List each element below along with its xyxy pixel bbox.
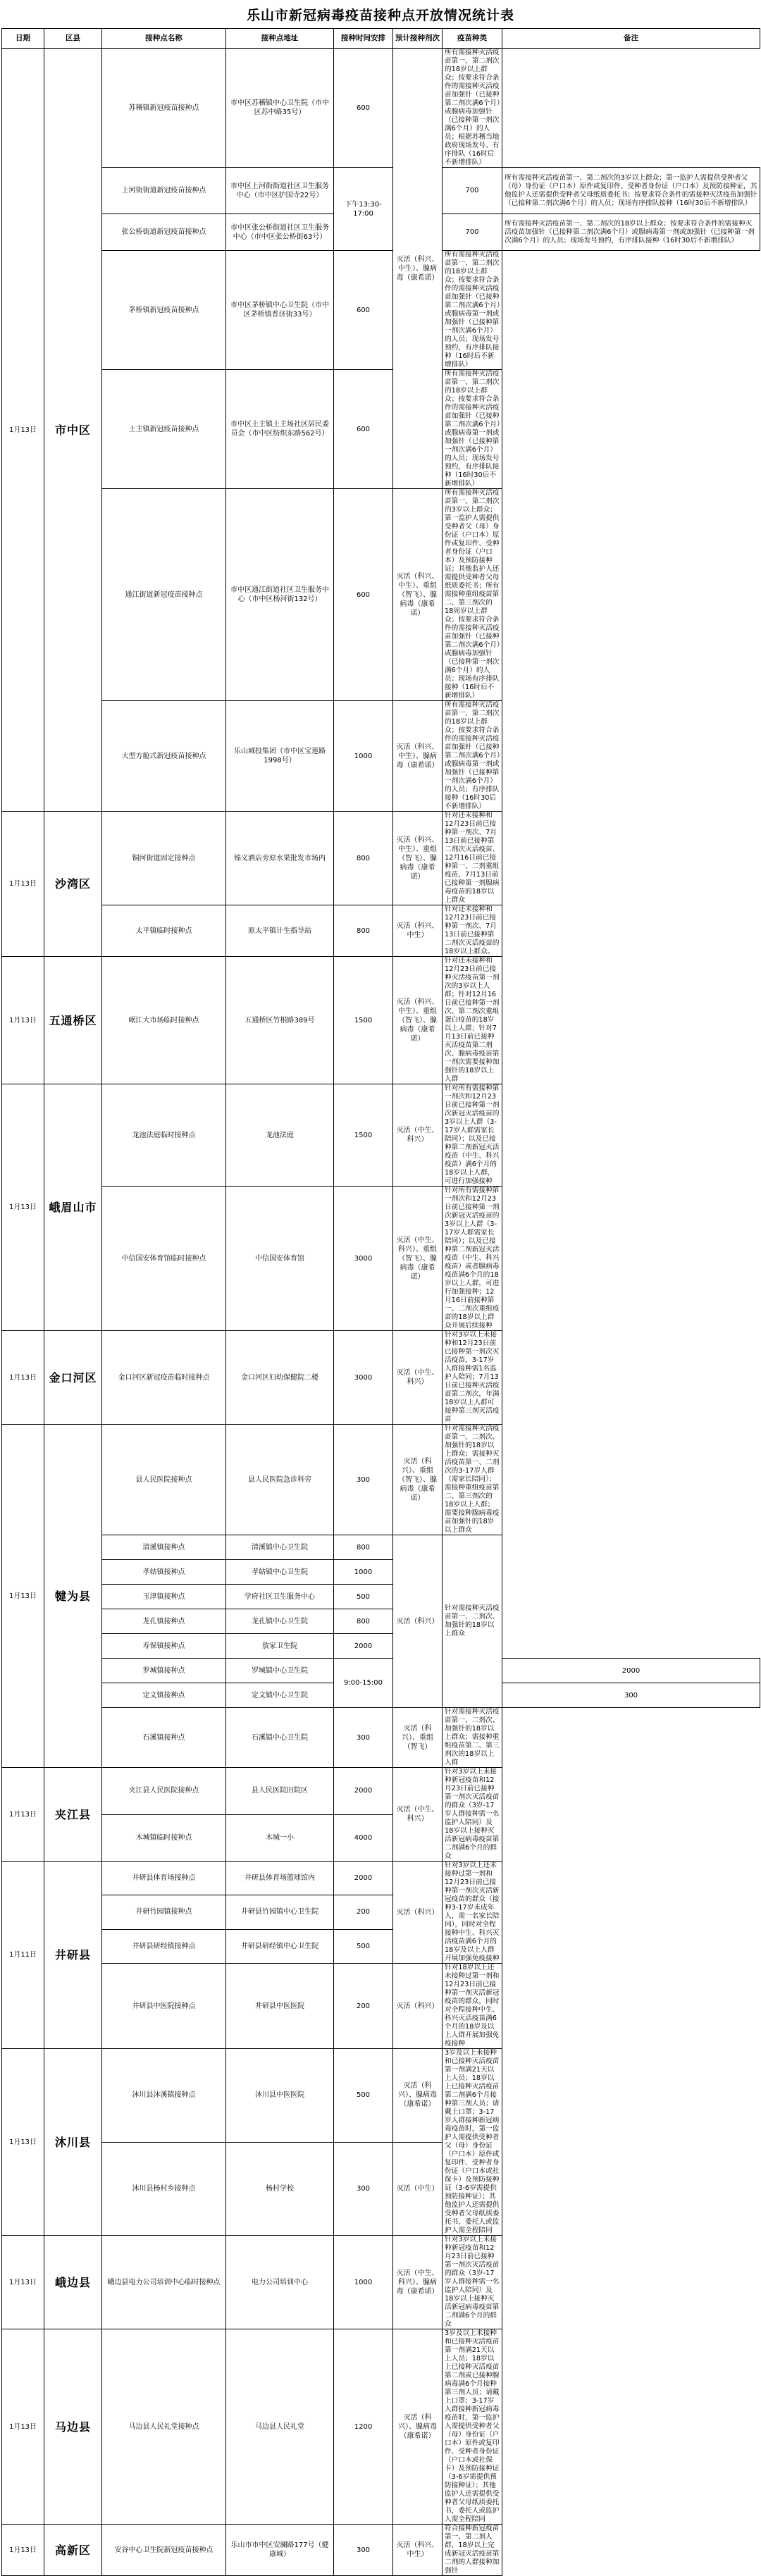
cell-site-name: 张公桥街道新冠疫苗接种点 [102,214,226,251]
cell-site-address: 县人民医院旧院区 [226,1768,334,1815]
cell-remarks: 所有需接种灭活疫苗第一、第二剂次的3岁以上群众；第一监护人需提供受种者父（母）身份证（户口本）原件或复印件、受种者身份证（户口本）及预防接种证，其他监护人还需提供受种者父母纸质委托书；按要求符合条件的需接种灭活疫苗加强针（已接种第二剂次满6个月）的人员；现场有序排队接种（16时30后不新增排队） [502,168,760,214]
cell-date: 1月13日 [2,957,44,1084]
cell-site-address: 市中区张公桥街道社区卫生服务中心（市中区张公桥街63号） [226,214,334,251]
cell-doses: 800 [334,1535,393,1560]
cell-date: 1月13日 [2,2236,44,2329]
cell-site-address: 杨村学校 [226,2142,334,2236]
table-row [2,2142,760,2236]
table-row [2,1895,760,1929]
cell-remarks: 符合接种新冠疫苗第一、第二剂人群，18岁以上完成新冠灭活疫苗第二剂的人群接种加强针 [443,2525,502,2576]
cell-remarks: 所有需接种灭活疫苗第一、第二剂次的18岁以上群众；按要求符合条件的需接种灭活疫苗加强针（已接种第二剂次满6个月）或腺病毒第一剂或加强针（已接种第一剂次满6个月）的人员；现场发号预约，有序排队接种（16时30后不新增排队） [502,214,760,251]
cell-remarks: 所有需接种灭活疫苗第一、第二剂次的18岁以上群众；按要求符合条件的需接种灭活疫苗加强针（已接种第二剂次满6个月）或腺病毒加强针（已接种第一剂次满6个月）的人员；根据苏稽当地政府现场发号、有序排队（16时后不新增排队） [443,49,502,168]
cell-doses: 800 [334,812,393,905]
cell-site-name: 岷江大市场临时接种点 [102,957,226,1084]
cell-site-name: 马边县人民礼堂接种点 [102,2329,226,2525]
table-row [2,1331,760,1425]
cell-site-name: 上河街街道新冠疫苗接种点 [102,168,226,214]
table-row [2,1187,760,1331]
cell-district: 沙湾区 [44,812,102,957]
table-row [2,1634,760,1659]
cell-site-name: 铜河街道固定接种点 [102,812,226,905]
cell-remarks: 针对还未接种和12月23日前已接种灭活疫苗第一剂次的3岁以上人群；针对12月16日前已接种第一剂次、第二剂次重组蛋白疫苗的18岁以上人群；针对7月13日前已接种灭活疫苗第二剂次、腺病毒疫苗第一剂次需要接种加强针的18岁以上人群 [443,957,502,1084]
cell-site-name: 井研竹园镇接种点 [102,1895,226,1929]
cell-vaccine-type: 灭活（科兴） [393,1964,443,2049]
cell-date: 1月13日 [2,1768,44,1862]
cell-site-name: 井研县体育场接种点 [102,1862,226,1895]
cell-doses: 600 [334,489,393,701]
cell-remarks: 所有需接种灭活疫苗第一、第二剂次的18岁以上群众；按要求符合条件的需接种灭活疫苗加强针（已接种第二剂次满6个月）或腺病毒第一剂或加强针（已接种第一剂次满6个月）的人员；现场发号预约，有序排队接种（16时后不新增排队） [443,251,502,370]
cell-site-name: 太平镇临时接种点 [102,905,226,957]
cell-district: 峨边县 [44,2236,102,2329]
table-row [2,905,760,957]
cell-remarks: 针对需接种灭活疫苗第一、二剂次、加强针的18岁以上群众；需接种灭活疫苗第一、二剂次的3-17岁人群（需家长陪同）；需接种重组疫苗第二、第三剂次的18岁以上人群；需要接种腺病毒疫苗加强针的18岁以上群众 [443,1425,502,1535]
table-row [2,1560,760,1585]
cell-site-address: 马边县人民礼堂 [226,2329,334,2525]
cell-vaccine-type: 灭活（中生、科兴）、腺病毒（康希诺） [393,2236,443,2329]
table-row [2,168,760,214]
cell-site-name: 安谷中心卫生院新冠疫苗接种点 [102,2525,226,2576]
cell-doses: 600 [334,251,393,370]
cell-site-address: 清溪镇中心卫生院 [226,1535,334,1560]
cell-doses: 500 [334,2049,393,2143]
table-row [2,1585,760,1609]
table-row [2,1659,760,1683]
cell-vaccine-type: 灭活（科兴） [393,1535,443,1708]
table-row [2,2236,760,2329]
cell-site-name: 峨边县电力公司培训中心临时接种点 [102,2236,226,2329]
page-title: 乐山市新冠病毒疫苗接种点开放情况统计表 [246,8,514,23]
cell-doses: 300 [334,1708,393,1768]
cell-remarks: 针对3岁以上未接种和12月23日前已接种第一剂次灭活疫苗，3-17岁人群接种需1名监护人陪同；7月13日前已接种灭活疫苗第二剂次，年满18岁以上人群可接种第三剂灭活疫苗 [443,1331,502,1425]
cell-remarks: 针对3岁以上还未接种过第一剂和12月23日前已接种第一剂次灭活新冠疫苗的群众（接种3-17岁未成年人，需一名家长陪同），同时对全程接种中生、科兴灭活疫苗满6个月的18岁及以上人群开展加强免疫接种 [443,1862,502,1964]
cell-remarks: 针对需接种灭活疫苗第一、二剂次、加强针的18岁以上群众；需接种重组疫苗第二、第三剂次的18岁以上人群 [443,1708,502,1768]
cell-remarks: 针对3岁以上未接种新冠疫苗和12月23日前已接种第一剂次灭活疫苗的群众（3岁-17岁人群接种需一名监护人陪同）及18岁以上接种灭活新冠病毒疫苗第二剂满6个月的群众 [443,1768,502,1862]
cell-site-name: 木城镇临时接种点 [102,1814,226,1862]
cell-doses: 300 [334,2142,393,2236]
cell-site-address: 锦义酒店旁原水果批发市场内 [226,812,334,905]
cell-doses: 2000 [502,1659,760,1683]
cell-vaccine-type: 灭活（科兴）、重组（智飞）、腺病毒（康希诺） [393,1425,443,1535]
table-row [2,2525,760,2576]
table-row [2,1768,760,1815]
cell-district: 犍为县 [44,1425,102,1768]
cell-district: 五通桥区 [44,957,102,1084]
table-row [2,1964,760,2049]
cell-site-name: 通江街道新冠疫苗接种点 [102,489,226,701]
cell-site-address: 五通桥区竹根路389号 [226,957,334,1084]
cell-site-address: 龙池法庭 [226,1084,334,1187]
cell-date: 1月13日 [2,812,44,957]
cell-remarks: 针对需接种灭活疫苗第一、二剂次、加强针的18岁以上群众 [443,1535,502,1708]
cell-date: 1月11日 [2,1862,44,2049]
cell-site-address: 木城一小 [226,1814,334,1862]
cell-vaccine-type: 灭活（科兴、中生）、腺病毒（康希诺） [393,49,443,489]
cell-site-address: 学府社区卫生服务中心 [226,1585,334,1609]
cell-site-name: 龙池法庭临时接种点 [102,1084,226,1187]
cell-site-address: 市中区上河街街道社区卫生服务中心（市中区护国寺22号） [226,168,334,214]
cell-time: 下午13:30-17:00 [334,168,393,251]
cell-site-name: 井研县研经镇接种点 [102,1929,226,1963]
cell-doses: 2000 [334,1768,393,1815]
cell-date: 1月13日 [2,2329,44,2525]
cell-doses: 300 [502,1683,760,1708]
cell-district: 井研县 [44,1862,102,2049]
cell-date: 1月13日 [2,2049,44,2236]
cell-doses: 500 [334,1929,393,1963]
cell-date: 1月13日 [2,49,44,812]
header-time: 接种时间安排 [334,29,393,49]
table-row [2,1425,760,1535]
table-row [2,701,760,812]
header-site-name: 接种点名称 [102,29,226,49]
cell-remarks: 所有需接种灭活疫苗第一、第二剂次的3岁以上群众；第一监护人需提供受种者父（母）身份证（户口本）原件或复印件、受种者身份证（户口本）及预防接种证；其他监护人还需提供受种者父母纸质委托书；所有需接种重组疫苗第二、第三剂次的18周岁以上群众；按要求符合条件的需接种灭活疫苗加强针（已接种第二剂次满6个月）或腺病毒加强针（已接种第一剂次满6个月）的人员；现场有序排队接种（16时后不新增排队） [443,489,502,701]
cell-doses: 500 [334,1585,393,1609]
cell-site-address: 井研县中医医院 [226,1964,334,2049]
cell-doses: 1500 [334,1084,393,1187]
cell-remarks: 针对还未接种和12月23日前已接种第一剂次、7月13日前已接种第二剂次灭活疫苗的18岁以上群众。 [443,905,502,957]
cell-doses: 4000 [334,1814,393,1862]
cell-doses: 2000 [334,1634,393,1659]
cell-site-name: 井研县中医院接种点 [102,1964,226,2049]
table-row [2,2049,760,2143]
cell-site-address: 沐川县中医医院 [226,2049,334,2143]
cell-date: 1月13日 [2,2525,44,2576]
cell-vaccine-type: 灭活（科兴、中生）、腺病毒（康希诺） [393,701,443,812]
cell-remarks: 3岁及以上未接种和已接种灭活疫苗第一剂满21天以上人员；18岁以上已接种灭活疫苗第二剂满6个月接种第三剂人员；请戴上口罩；3-17岁人群接种新冠病毒疫苗时，第一监护人需提供受种者父（母）身份证（户口本）原件或复印件、受种者身份证（户口本或社保卡）及预防接种证（3-6岁需提供预防接种证）；其他监护人还需提供受种者父母纸质委托书，委托人或监护人需全程陪同 [443,2049,502,2236]
cell-doses: 1200 [334,2329,393,2525]
cell-vaccine-type: 灭活（科兴、中生）、重组（智飞）、腺病毒（康希诺） [393,812,443,905]
header-date: 日期 [2,29,44,49]
cell-vaccine-type: 灭活（中生、科兴） [393,1084,443,1187]
cell-site-name: 茅桥镇新冠疫苗接种点 [102,251,226,370]
cell-vaccine-type: 灭活（科兴）、腺病毒（康希诺） [393,2329,443,2525]
cell-doses: 3000 [334,1187,393,1331]
cell-site-name: 土主镇新冠疫苗接种点 [102,370,226,489]
header-site-address: 接种点地址 [226,29,334,49]
cell-site-address: 金口河区妇幼保健院二楼 [226,1331,334,1425]
cell-site-address: 市中区土主镇土主场社区居民委员会（市中区纺织东路562号） [226,370,334,489]
cell-doses: 300 [334,1425,393,1535]
cell-vaccine-type: 灭活（科兴） [393,1862,443,1964]
table-row [2,1535,760,1560]
cell-site-name: 大型方舱式新冠疫苗接种点 [102,701,226,812]
cell-site-address: 井研县竹园镇中心卫生院 [226,1895,334,1929]
cell-district: 峨眉山市 [44,1084,102,1331]
cell-site-address: 孝姑镇中心卫生院 [226,1560,334,1585]
table-row [2,1814,760,1862]
cell-district: 金口河区 [44,1331,102,1425]
cell-remarks: 针对还未接种和12月23日前已接种第一剂次、7月13日前已接种第二剂次灭活疫苗、12月16日前已接种第一、二剂重组疫苗，7月13日前已接种第一剂腺病毒疫苗的18岁以上群众 [443,812,502,905]
cell-date: 1月13日 [2,1425,44,1768]
cell-time: 9:00-15:00 [334,1659,393,1708]
cell-site-address: 电力公司培训中心 [226,2236,334,2329]
cell-site-name: 定文镇接种点 [102,1683,226,1708]
cell-site-name: 县人民医院接种点 [102,1425,226,1535]
header-remarks: 备注 [502,29,760,49]
cell-doses: 2000 [334,1862,393,1895]
cell-doses: 700 [443,214,502,251]
cell-remarks: 所有需接种灭活疫苗第一、第二剂次的18岁以上群众；按要求符合条件的需接种灭活疫苗加强针（已接种第二剂次满6个月）或腺病毒第一剂或加强针（已接种第一剂次满6个月）的人员；现场发号预约，有序排队接种（16时30后不新增排队） [443,370,502,489]
cell-site-name: 沐川县沐溪镇接种点 [102,2049,226,2143]
cell-site-address: 市中区茅桥镇中心卫生院（市中区茅桥镇普济街33号） [226,251,334,370]
cell-vaccine-type: 灭活（中生、科兴） [393,1768,443,1862]
cell-site-name: 石溪镇接种点 [102,1708,226,1768]
cell-site-address: 市中区通江街道社区卫生服务中心（市中区杨河街132号） [226,489,334,701]
cell-remarks: 3岁及以上未接种和已接种灭活疫苗第一剂满21天以上人员；18岁以上已接种灭活疫苗第二剂或已接种腺病毒满6个月接种第三剂人员；请戴上口罩；3-17岁人群接种新冠病毒疫苗时，第一监护人需提供受种者父（母）身份证（户口本）原件或复印件、受种者身份证（户口本或社保卡）及预防接种证（3-6岁需提供预防接种证）；其他监护人还需提供受种者父母纸质委托书，委托人或监护人需全程陪同 [443,2329,502,2525]
cell-site-name: 罗城镇接种点 [102,1659,226,1683]
cell-vaccine-type: 灭活（科兴、中生） [393,905,443,957]
cell-site-address: 原太平镇计生指导站 [226,905,334,957]
cell-vaccine-type: 灭活（中生） [393,2142,443,2236]
cell-district: 夹江县 [44,1768,102,1862]
cell-site-address: 井研县研经镇中心卫生院 [226,1929,334,1963]
cell-site-address: 龙孔镇中心卫生院 [226,1609,334,1634]
cell-site-name: 玉津镇接种点 [102,1585,226,1609]
cell-vaccine-type: 灭活（科兴、中生）、重组（智飞）、腺病毒（康希诺） [393,957,443,1084]
table-row [2,2329,760,2525]
cell-site-name: 龙孔镇接种点 [102,1609,226,1634]
cell-doses: 600 [334,370,393,489]
cell-doses: 1000 [334,2236,393,2329]
cell-doses: 1000 [334,1560,393,1585]
cell-district: 马边县 [44,2329,102,2525]
cell-date: 1月13日 [2,1331,44,1425]
header-district: 区县 [44,29,102,49]
cell-doses: 800 [334,905,393,957]
table-row [2,1929,760,1963]
cell-doses: 1000 [334,701,393,812]
table-row [2,49,760,168]
cell-doses: 3000 [334,1331,393,1425]
cell-vaccine-type: 灭活（中生、科兴）、重组（智飞）、腺病毒（康希诺） [393,1187,443,1331]
cell-site-address: 敖家卫生院 [226,1634,334,1659]
cell-site-name: 寿保镇接种点 [102,1634,226,1659]
cell-remarks: 针对3岁以上未接种新冠疫苗和12月23日前已接种第一剂次灭活疫苗的群众（3岁-17岁人群接种需一名监护人陪同）及18岁以上接种灭活新冠病毒疫苗第二剂满6个月的群众 [443,2236,502,2329]
cell-site-address: 市中区苏稽镇中心卫生院（市中区苏中路35号） [226,49,334,168]
vaccination-sites-table [1,28,760,2576]
table-row [2,1862,760,1895]
cell-district: 市中区 [44,49,102,812]
header-doses: 预计接种剂次 [393,29,443,49]
cell-site-name: 清溪镇接种点 [102,1535,226,1560]
cell-site-name: 金口河区新冠疫苗临时接种点 [102,1331,226,1425]
cell-site-address: 县人民医院急诊科旁 [226,1425,334,1535]
table-header-row [2,29,760,49]
cell-vaccine-type: 灭活（科兴）、重组（智飞） [393,1708,443,1768]
table-row [2,812,760,905]
cell-doses: 1500 [334,957,393,1084]
table-row [2,1084,760,1187]
cell-date: 1月13日 [2,1084,44,1331]
header-vaccine-type: 疫苗种类 [443,29,502,49]
cell-doses: 300 [334,2525,393,2576]
cell-doses: 600 [334,49,393,168]
cell-doses: 800 [334,1609,393,1634]
cell-site-address: 乐山市市中区安澜路177号（健康城） [226,2525,334,2576]
cell-site-address: 石溪镇中心卫生院 [226,1708,334,1768]
cell-remarks: 针对所有需接种第一剂次和12月23日前已接种第一剂次新冠灭活疫苗的3岁以上人群（3-17岁人群需家长陪同）；以及已接种第二剂新冠灭活疫苗（中生、科兴疫苗）或者腺病毒疫苗满6个月的18岁以上人群，可进行加强接种；12月16日前接种第一、二剂次重组疫苗的18岁以上群众开展后续接种 [443,1187,502,1331]
cell-doses: 200 [334,1895,393,1929]
cell-remarks: 所有需接种灭活疫苗第一、第二剂次的18岁以上群众；按要求符合条件的需接种灭活疫苗加强针（已接种第二剂次满6个月）或腺病毒第一剂或加强针（已接种第一剂次满6个月）的人员；有序排队接种（16时30后不新增排队） [443,701,502,812]
table-row [2,1708,760,1768]
table-row [2,957,760,1084]
cell-doses: 700 [443,168,502,214]
cell-vaccine-type: 灭活（科兴、中生）、重组（智飞）、腺病毒（康希诺） [393,489,443,701]
cell-doses: 200 [334,1964,393,2049]
cell-district: 高新区 [44,2525,102,2576]
cell-site-address: 中信国安体育馆 [226,1187,334,1331]
cell-site-name: 苏稽镇新冠疫苗接种点 [102,49,226,168]
cell-district: 沐川县 [44,2049,102,2236]
cell-vaccine-type: 灭活（科兴）、腺病毒（康希诺） [393,2049,443,2143]
cell-site-address: 定文镇中心卫生院 [226,1683,334,1708]
cell-site-address: 罗城镇中心卫生院 [226,1659,334,1683]
cell-site-address: 乐山城投集团（市中区宝莲路1998号） [226,701,334,812]
cell-vaccine-type: 灭活（中生、科兴） [393,1331,443,1425]
table-row [2,489,760,701]
cell-site-name: 沐川县杨村乡接种点 [102,2142,226,2236]
cell-vaccine-type: 灭活（科兴、中生） [393,2525,443,2576]
table-row [2,251,760,370]
cell-site-name: 中信国安体育馆临时接种点 [102,1187,226,1331]
cell-site-name: 孝姑镇接种点 [102,1560,226,1585]
cell-remarks: 针对所有需接种第一剂次和12月23日前已接种第一剂次新冠灭活疫苗的3岁以上人群（3-17岁人群需家长陪同）；以及已接种第二剂新冠灭活疫苗（中生、科兴疫苗）满6个月的18岁以上人群，可进行加强接种 [443,1084,502,1187]
cell-site-address: 井研县体育场篮球馆内 [226,1862,334,1895]
cell-remarks: 针对18岁以上还未接种过第一剂和12月23日前已接种第一剂灭活新冠疫苗的群众，同时对全程接种中生、科兴灭活疫苗满6个月的18岁及以上人群开展加强免疫接种 [443,1964,502,2049]
cell-site-name: 夹江县人民医院接种点 [102,1768,226,1815]
table-row [2,1609,760,1634]
table-row [2,370,760,489]
